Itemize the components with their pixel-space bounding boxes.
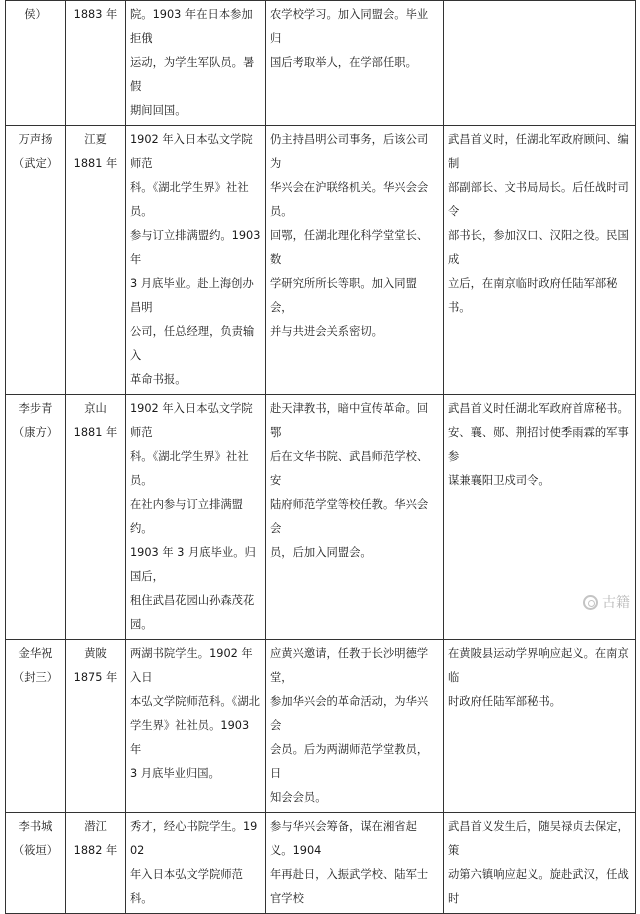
origin-text: 黄陂 1875 年: [73, 647, 118, 684]
activity-cell: [266, 1, 444, 126]
origin-cell: [66, 395, 126, 640]
name-cell: [6, 395, 66, 640]
activity-text: 参与华兴会筹备，谋在湘省起义。1904 年再赴日，入振武学校、陆军士官学校: [270, 820, 429, 905]
role-text: 武昌首义时任湖北军政府首席秘书。 安、襄、郧、荆招讨使季雨霖的军事参 谋兼襄阳卫戍司令。: [448, 402, 629, 487]
education-cell: [126, 640, 266, 813]
education-cell: [126, 1, 266, 126]
name-cell: [6, 126, 66, 395]
origin-text: 潜江 1882 年: [73, 820, 118, 857]
watermark-text: 古籍: [602, 595, 630, 611]
activity-cell: [266, 395, 444, 640]
table-row: [6, 1, 636, 126]
activity-text: 仍主持昌明公司事务，后该公司为 华兴会在沪联络机关。华兴会会员。 回鄂，任湖北理化科学堂堂长、数 学研究所所长等职。加入同盟会， 并与共进会关系密切。: [270, 133, 429, 338]
activity-text: 农学校学习。加入同盟会。毕业归 国后考取举人，在学部任职。: [270, 8, 429, 69]
education-cell: [126, 395, 266, 640]
role-text: 武昌首义发生后，随吴禄贞去保定，策 动第六镇响应起义。旋赴武汉，任战时: [448, 820, 629, 905]
activity-cell: [266, 126, 444, 395]
table-row: [6, 640, 636, 813]
role-cell: [444, 813, 636, 914]
role-cell: [444, 1, 636, 126]
activity-cell: [266, 813, 444, 914]
table-row: [6, 395, 636, 640]
role-cell: [444, 126, 636, 395]
name-text: 万声扬 （武定）: [12, 133, 59, 170]
name-text: 金华祝 （封三）: [12, 647, 59, 684]
name-text: 李书城 （筱垣）: [12, 820, 59, 857]
role-cell: [444, 640, 636, 813]
education-text: 两湖书院学生。1902 年入日 本弘文学院师范科。《湖北 学生界》社社员。1903 年 3 月底毕业归国。: [130, 647, 260, 780]
education-text: 秀才，经心书院学生。1902 年入日本弘文学院师范科。: [130, 820, 258, 905]
origin-text: 京山 1881 年: [73, 402, 118, 439]
watermark-logo-icon: [583, 595, 598, 610]
origin-cell: [66, 640, 126, 813]
education-text: 1902 年入日本弘文学院师范 科。《湖北学生界》社社员。 参与订立排满盟约。1903 年 3 月底毕业。赴上海创办昌明 公司，任总经理，负责输入 革命书报。: [130, 133, 261, 386]
name-cell: [6, 1, 66, 126]
activity-text: 应黄兴邀请，任教于长沙明德学堂， 参加华兴会的革命活动，为华兴会 会员。后为两湖师范学堂教员，日 知会会员。: [270, 647, 429, 804]
origin-cell: [66, 1, 126, 126]
role-text: 在黄陂县运动学界响应起义。在南京临 时政府任陆军部秘书。: [448, 647, 629, 708]
table-row: [6, 126, 636, 395]
name-cell: [6, 813, 66, 914]
table-row: [6, 813, 636, 914]
education-text: 院。1903 年在日本参加拒俄 运动，为学生军队员。暑假 期间回国。: [130, 8, 255, 117]
name-text: 侯）: [24, 8, 47, 21]
activity-text: 赴天津教书，暗中宣传革命。回鄂 后在文华书院、武昌师范学校、安 陆府师范学堂等校任教。华兴会会 员，后加入同盟会。: [270, 402, 429, 559]
origin-text: 1883 年: [73, 8, 118, 21]
name-cell: [6, 640, 66, 813]
education-cell: [126, 813, 266, 914]
education-cell: [126, 126, 266, 395]
activity-cell: [266, 640, 444, 813]
watermark: [583, 592, 630, 612]
biography-table: [5, 0, 636, 914]
education-text: 1902 年入日本弘文学院师范 科。《湖北学生界》社社员。 在社内参与订立排满盟约。 1903 年 3 月底毕业。归国后， 租住武昌花园山孙森茂花 园。: [130, 402, 256, 631]
role-text: 武昌首义时，任湖北军政府顾问、编制 部副部长、文书局局长。后任战时司令 部书长，参加汉口、汉阳之役。民国成 立后，在南京临时政府任陆军部秘书。: [448, 133, 629, 314]
origin-text: 江夏 1881 年: [73, 133, 118, 170]
name-text: 李步青 （康方）: [12, 402, 59, 439]
origin-cell: [66, 126, 126, 395]
origin-cell: [66, 813, 126, 914]
